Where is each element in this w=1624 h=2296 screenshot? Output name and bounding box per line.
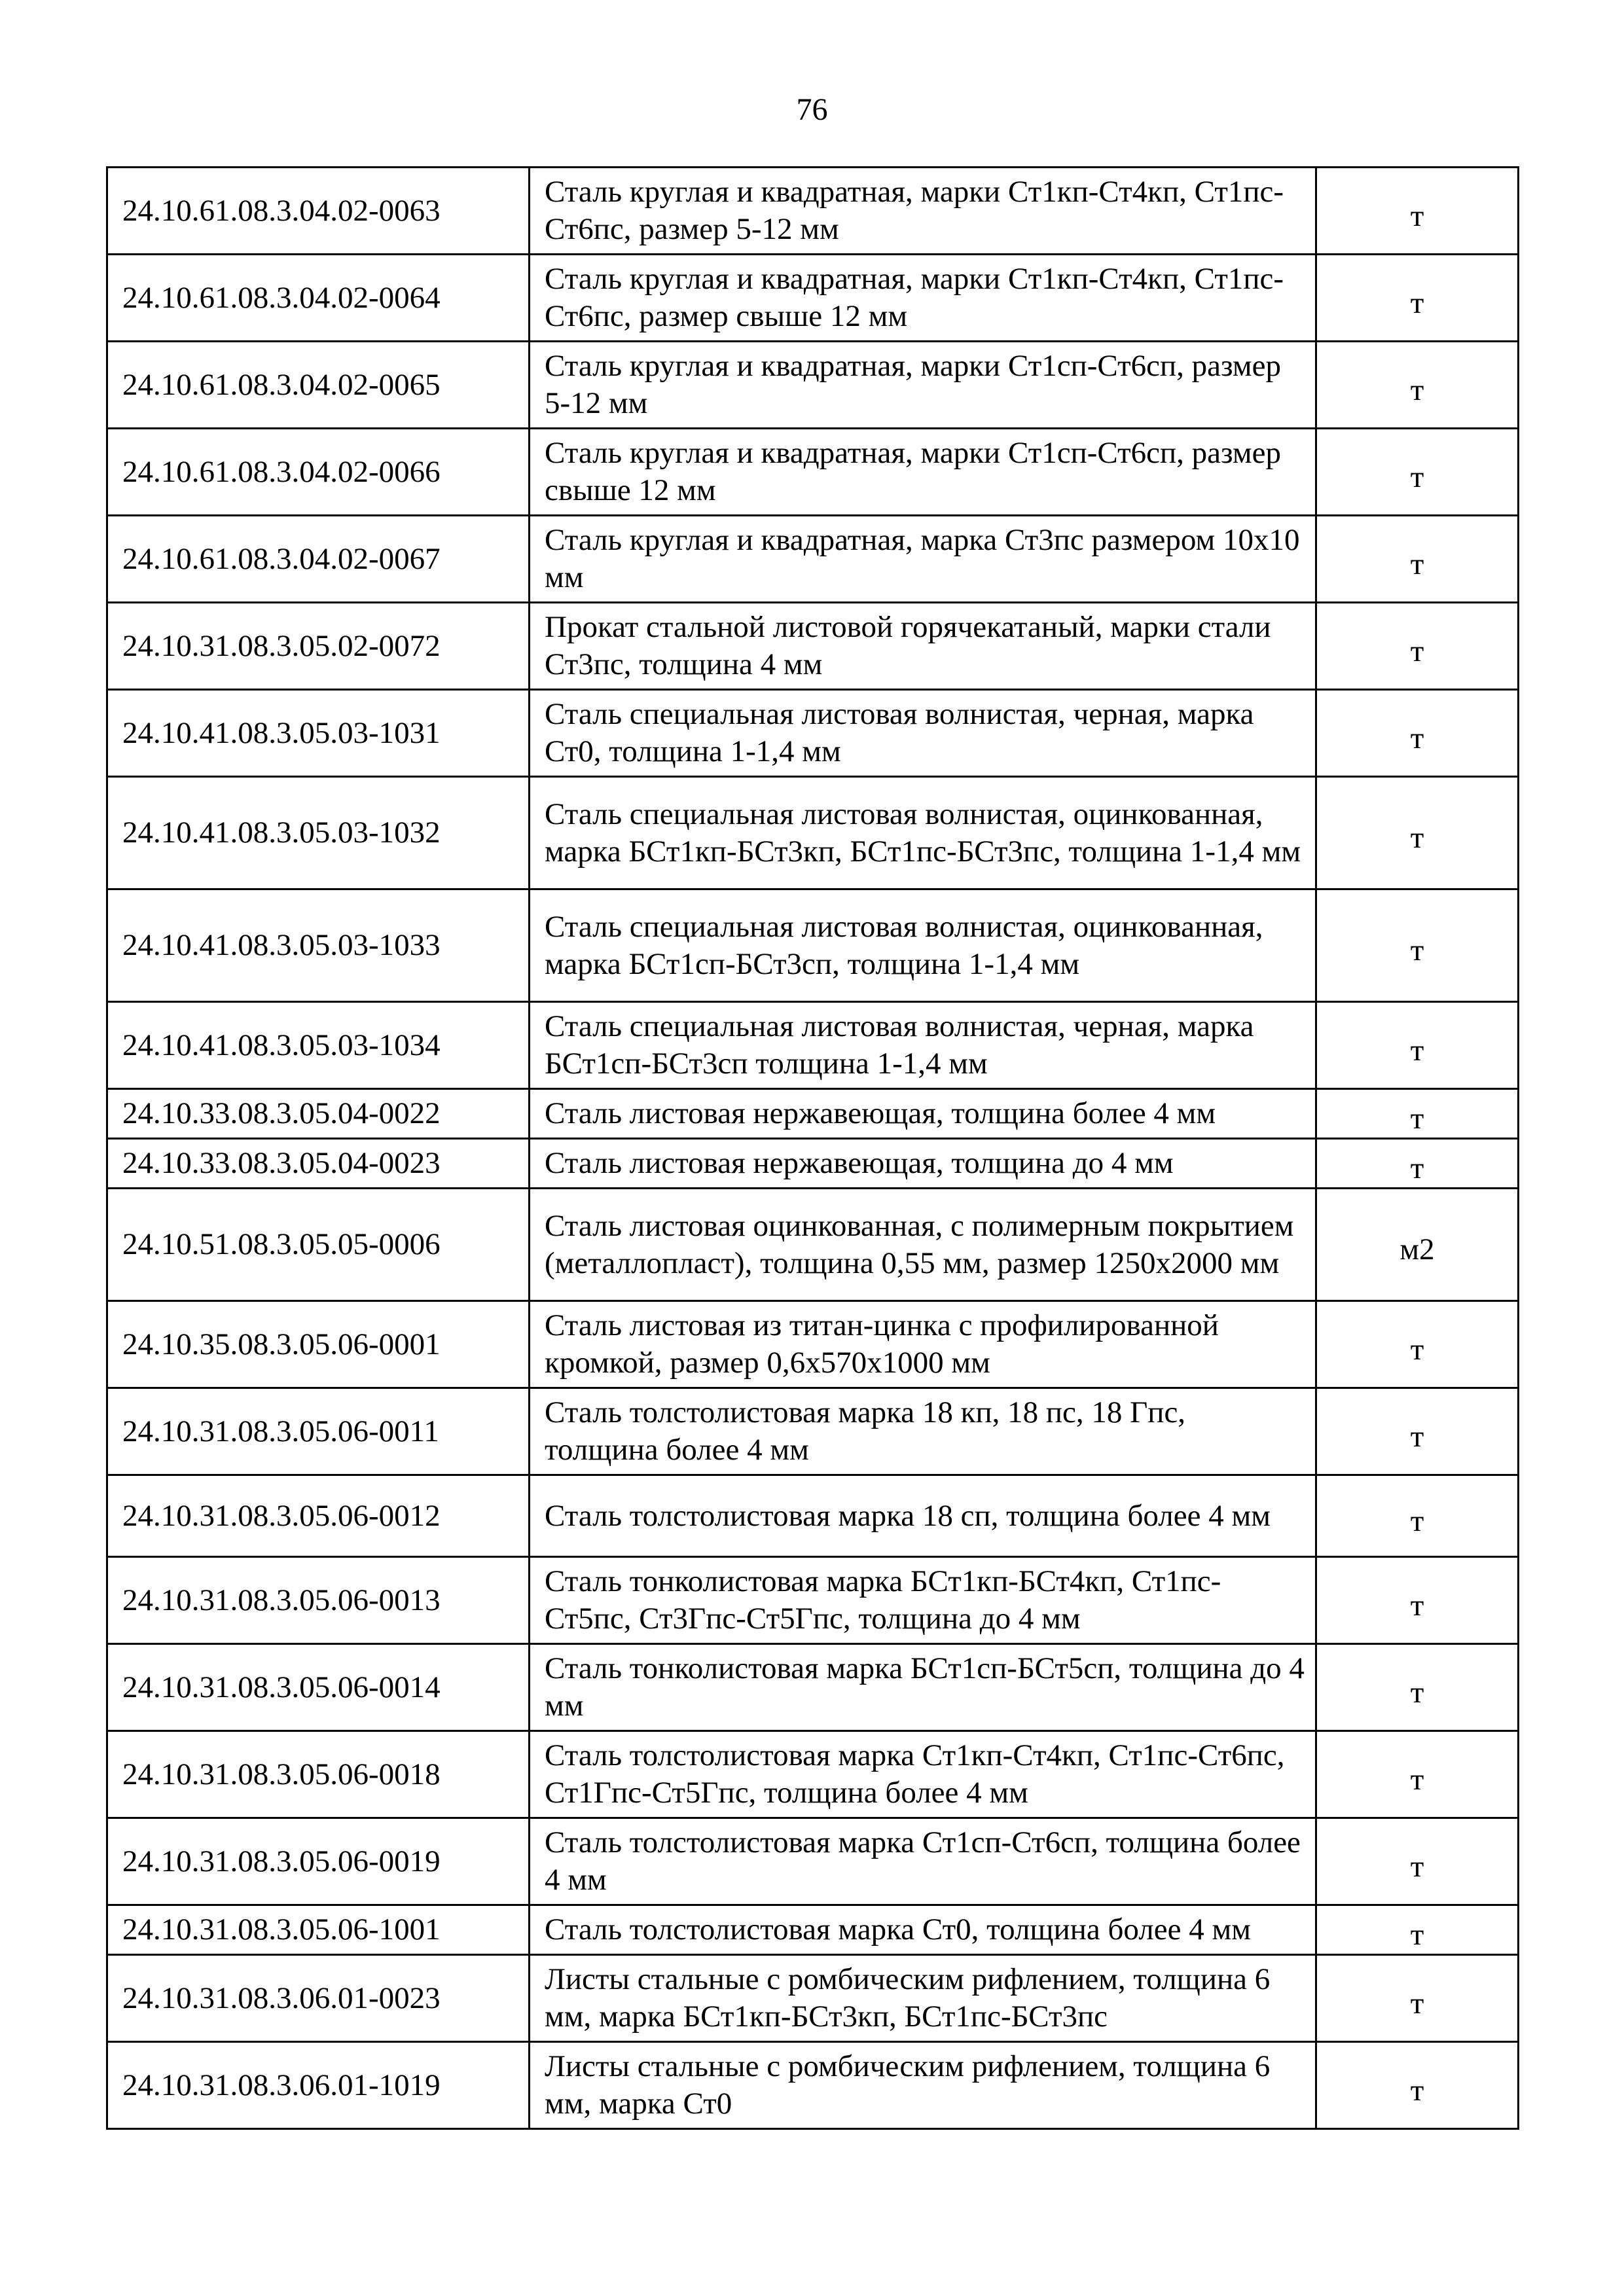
table-row [107, 777, 1519, 889]
resource-name-cell: Сталь толстолистовая марка 18 кп, 18 пс, 18 Гпс, толщина более 4 мм [530, 1388, 1316, 1475]
resource-name-cell: Сталь круглая и квадратная, марки Ст1кп-Ст4кп, Ст1пс-Ст6пс, размер 5-12 мм [530, 168, 1316, 255]
unit-cell: т [1316, 1905, 1519, 1955]
resource-code-cell: 24.10.31.08.3.06.01-0023 [107, 1955, 530, 2042]
resource-code-cell: 24.10.61.08.3.04.02-0065 [107, 342, 530, 429]
resource-name-cell: Сталь круглая и квадратная, марки Ст1кп-Ст4кп, Ст1пс-Ст6пс, размер свыше 12 мм [530, 255, 1316, 342]
resource-code-cell: 24.10.31.08.3.05.02-0072 [107, 603, 530, 690]
resource-code-cell: 24.10.31.08.3.05.06-0014 [107, 1644, 530, 1731]
resource-code-cell: 24.10.31.08.3.05.06-0012 [107, 1475, 530, 1557]
resource-name-cell: Сталь толстолистовая марка Ст1сп-Ст6сп, толщина более 4 мм [530, 1818, 1316, 1905]
table-row [107, 1388, 1519, 1475]
resource-code-cell: 24.10.41.08.3.05.03-1033 [107, 889, 530, 1002]
resource-name-cell: Сталь специальная листовая волнистая, оцинкованная, марка БСт1кп-БСт3кп, БСт1пс-БСт3пс, толщина 1-1,4 мм [530, 777, 1316, 889]
table-row [107, 168, 1519, 255]
resource-code-cell: 24.10.33.08.3.05.04-0022 [107, 1089, 530, 1139]
unit-cell: т [1316, 1644, 1519, 1731]
unit-cell: т [1316, 342, 1519, 429]
resource-name-cell: Сталь листовая нержавеющая, толщина до 4 мм [530, 1139, 1316, 1189]
resource-name-cell: Сталь листовая из титан-цинка с профилированной кромкой, размер 0,6х570х1000 мм [530, 1301, 1316, 1388]
resource-name-cell: Сталь специальная листовая волнистая, оцинкованная, марка БСт1сп-БСт3сп, толщина 1-1,4 мм [530, 889, 1316, 1002]
resource-code-cell: 24.10.31.08.3.05.06-0011 [107, 1388, 530, 1475]
resource-code-cell: 24.10.31.08.3.06.01-1019 [107, 2042, 530, 2129]
table-row [107, 690, 1519, 777]
table-body [107, 168, 1519, 2129]
table-row [107, 255, 1519, 342]
resource-name-cell: Сталь круглая и квадратная, марка Ст3пс размером 10х10 мм [530, 516, 1316, 603]
table-row [107, 1644, 1519, 1731]
unit-cell: т [1316, 1388, 1519, 1475]
table-row [107, 889, 1519, 1002]
table-row [107, 1557, 1519, 1644]
resource-name-cell: Сталь толстолистовая марка Ст1кп-Ст4кп, Ст1пс-Ст6пс, Ст1Гпс-Ст5Гпс, толщина более 4 мм [530, 1731, 1316, 1818]
resource-code-cell: 24.10.61.08.3.04.02-0067 [107, 516, 530, 603]
resource-code-cell: 24.10.33.08.3.05.04-0023 [107, 1139, 530, 1189]
resource-name-cell: Листы стальные с ромбическим рифлением, толщина 6 мм, марка БСт1кп-БСт3кп, БСт1пс-БСт3пс [530, 1955, 1316, 2042]
table-row [107, 1731, 1519, 1818]
resource-name-cell: Сталь толстолистовая марка 18 сп, толщина более 4 мм [530, 1475, 1316, 1557]
resource-code-cell: 24.10.41.08.3.05.03-1032 [107, 777, 530, 889]
unit-cell: т [1316, 168, 1519, 255]
unit-cell: т [1316, 1557, 1519, 1644]
resource-code-cell: 24.10.61.08.3.04.02-0066 [107, 429, 530, 516]
unit-cell: т [1316, 1301, 1519, 1388]
table-row [107, 1475, 1519, 1557]
resource-name-cell: Сталь круглая и квадратная, марки Ст1сп-Ст6сп, размер свыше 12 мм [530, 429, 1316, 516]
page-number: 76 [796, 92, 828, 127]
unit-cell: т [1316, 516, 1519, 603]
table-row [107, 603, 1519, 690]
resource-name-cell: Сталь тонколистовая марка БСт1кп-БСт4кп, Ст1пс-Ст5пс, Ст3Гпс-Ст5Гпс, толщина до 4 мм [530, 1557, 1316, 1644]
table-row [107, 429, 1519, 516]
resource-table [106, 166, 1519, 2130]
table-row [107, 342, 1519, 429]
table-row [107, 1905, 1519, 1955]
resource-code-cell: 24.10.61.08.3.04.02-0063 [107, 168, 530, 255]
table-row [107, 1955, 1519, 2042]
unit-cell: т [1316, 1139, 1519, 1189]
table-row [107, 1002, 1519, 1089]
table-row [107, 1139, 1519, 1189]
unit-cell: т [1316, 1002, 1519, 1089]
resource-code-cell: 24.10.41.08.3.05.03-1031 [107, 690, 530, 777]
table-row [107, 1818, 1519, 1905]
resource-code-cell: 24.10.31.08.3.05.06-0019 [107, 1818, 530, 1905]
unit-cell: т [1316, 1955, 1519, 2042]
unit-cell: т [1316, 1475, 1519, 1557]
table-row [107, 1089, 1519, 1139]
resource-code-cell: 24.10.41.08.3.05.03-1034 [107, 1002, 530, 1089]
unit-cell: т [1316, 690, 1519, 777]
resource-code-cell: 24.10.31.08.3.05.06-0018 [107, 1731, 530, 1818]
unit-cell: т [1316, 1089, 1519, 1139]
unit-cell: т [1316, 777, 1519, 889]
unit-cell: т [1316, 255, 1519, 342]
resource-code-cell: 24.10.35.08.3.05.06-0001 [107, 1301, 530, 1388]
resource-name-cell: Прокат стальной листовой горячекатаный, марки стали Ст3пс, толщина 4 мм [530, 603, 1316, 690]
resource-code-cell: 24.10.51.08.3.05.05-0006 [107, 1189, 530, 1301]
resource-code-cell: 24.10.31.08.3.05.06-0013 [107, 1557, 530, 1644]
unit-cell: т [1316, 603, 1519, 690]
resource-name-cell: Сталь тонколистовая марка БСт1сп-БСт5сп, толщина до 4 мм [530, 1644, 1316, 1731]
resource-code-cell: 24.10.31.08.3.05.06-1001 [107, 1905, 530, 1955]
unit-cell: т [1316, 1731, 1519, 1818]
resource-name-cell: Сталь толстолистовая марка Ст0, толщина более 4 мм [530, 1905, 1316, 1955]
unit-cell: т [1316, 889, 1519, 1002]
resource-name-cell: Сталь специальная листовая волнистая, черная, марка Ст0, толщина 1-1,4 мм [530, 690, 1316, 777]
unit-cell: м2 [1316, 1189, 1519, 1301]
resource-name-cell: Сталь листовая нержавеющая, толщина более 4 мм [530, 1089, 1316, 1139]
resource-code-cell: 24.10.61.08.3.04.02-0064 [107, 255, 530, 342]
resource-name-cell: Сталь листовая оцинкованная, с полимерным покрытием (металлопласт), толщина 0,55 мм, размер 1250х2000 мм [530, 1189, 1316, 1301]
table-row [107, 1301, 1519, 1388]
table-row [107, 1189, 1519, 1301]
resource-name-cell: Сталь специальная листовая волнистая, черная, марка БСт1сп-БСт3сп толщина 1-1,4 мм [530, 1002, 1316, 1089]
resource-name-cell: Листы стальные с ромбическим рифлением, толщина 6 мм, марка Ст0 [530, 2042, 1316, 2129]
unit-cell: т [1316, 1818, 1519, 1905]
table-row [107, 2042, 1519, 2129]
unit-cell: т [1316, 2042, 1519, 2129]
table-row [107, 516, 1519, 603]
resource-name-cell: Сталь круглая и квадратная, марки Ст1сп-Ст6сп, размер 5-12 мм [530, 342, 1316, 429]
unit-cell: т [1316, 429, 1519, 516]
